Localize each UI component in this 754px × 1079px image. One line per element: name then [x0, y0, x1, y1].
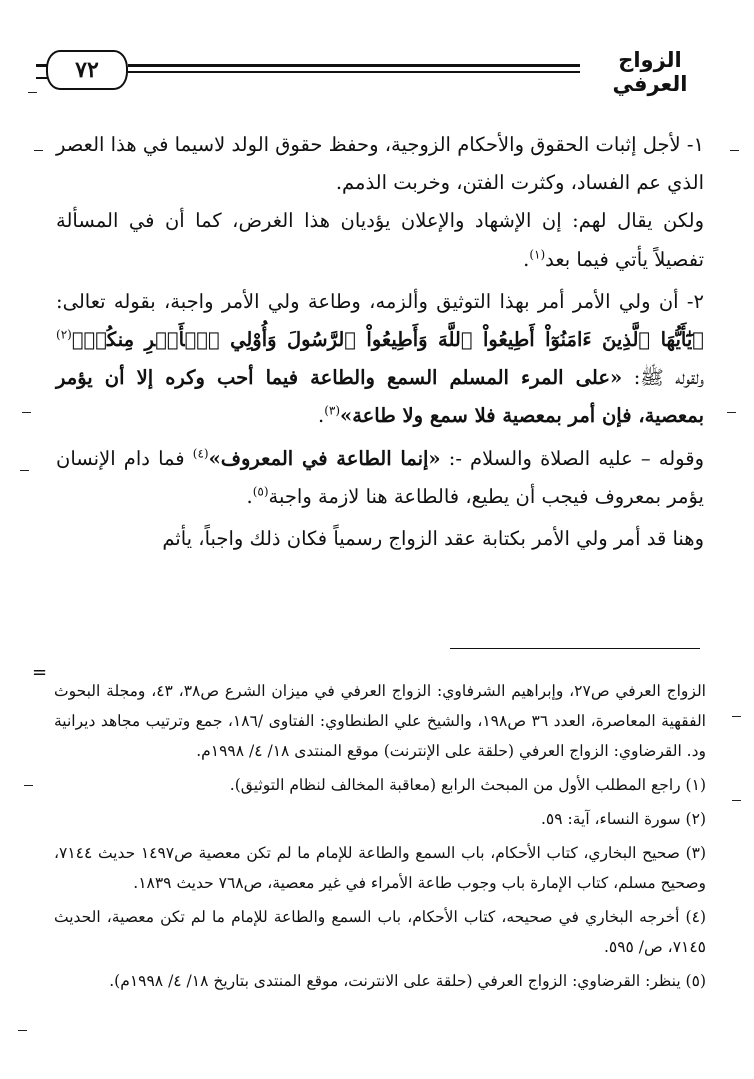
footnote-5: (٥) ينظر: القرضاوي: الزواج العرفي (حلقة على الانترنت، موقع المنتدى بتاريخ ١٨/ ٤/ ١٩٩٨م).: [109, 972, 706, 990]
footnote-4: (٤) أخرجه البخاري في صحيحه، كتاب الأحكام، باب السمع والطاعة للإمام ما لم تكن معصية، الحديث ٧١٤٥، ص/ ٥٩٥.: [54, 908, 706, 956]
margin-tick: [730, 150, 739, 151]
margin-tick: [727, 412, 736, 413]
continuation-marker: =: [32, 662, 48, 683]
footnote-2: (٢) سورة النساء، آية: ٥٩.: [540, 810, 706, 828]
main-text: [56, 126, 704, 558]
paragraph-5: وهنا قد أمر ولي الأمر بكتابة عقد الزواج رسمياً فكان ذلك واجباً، يأثم: [162, 527, 704, 551]
margin-tick: [28, 92, 37, 93]
paragraph-4: وقوله – عليه الصلاة والسلام -: «إنما الطاعة في المعروف»$^{(٤)}$ فما دام الإنسان يؤمر بمعروف فيجب أن يطيع، فالطاعة هنا لازمة واجبة$^{(٥)}$.: [56, 446, 704, 508]
hadith-quote-2: «إنما الطاعة في المعروف»: [208, 446, 441, 470]
footnote-continuation: الزواج العرفي ص٢٧، وإبراهيم الشرفاوي: الزواج العرفي في ميزان الشرع ص٣٨، ٤٣، ومجلة البحوث الفقهية المعاصرة، العدد ٣٦ ص١٩٨، والشيخ علي الطنطاوي: الفتاوى /١٨٦، جمع وترتيب مجاهد ديرانية ود. القرضاوي: الزواج العرفي (حلقة على الإنترنت) موقع المنتدى ١٨/ ٤/ ١٩٩٨م.: [54, 682, 706, 760]
margin-tick: [18, 1030, 27, 1031]
margin-tick: [22, 412, 31, 413]
paragraph-1: ١- لأجل إثبات الحقوق والأحكام الزوجية، وحفظ حقوق الولد لاسيما في هذا العصر الذي عم الفساد، وكثرت الفتن، وخربت الذمم.: [56, 133, 704, 195]
margin-tick: [20, 470, 29, 471]
footnote-1: (١) راجع المطلب الأول من المبحث الرابع (معاقبة المخالف لنظام التوثيق).: [229, 776, 706, 794]
footnote-ref-4[interactable]: (٤): [192, 446, 209, 461]
margin-tick: [732, 800, 741, 801]
footnote-3: (٣) صحيح البخاري، كتاب الأحكام، باب السمع والطاعة للإمام ما لم تكن معصية ص١٤٩٧ حديث ٧١٤٤، وصحيح مسلم، كتاب الإمارة باب وجوب طاعة الأمراء في غير معصية، ص٧٦٨ حديث ١٨٣٩.: [54, 844, 707, 892]
footnote-ref-5[interactable]: (٥): [252, 484, 269, 499]
page-number: ٧٢: [46, 50, 128, 90]
margin-tick: [24, 785, 33, 786]
running-title: الزواج العرفي: [612, 48, 688, 96]
paragraph-2: ولكن يقال لهم: إن الإشهاد والإعلان يؤديان هذا الغرض، كما أن في المسألة تفصيلاً يأتي فيما بعد$^{(١)}$.: [56, 209, 704, 271]
footnote-ref-1[interactable]: (١): [529, 247, 546, 262]
margin-tick: [732, 716, 741, 717]
footnotes: [54, 676, 706, 996]
paragraph-3: ٢- أن ولي الأمر أمر بهذا التوثيق وألزمه، وطاعة ولي الأمر واجبة، بقوله تعالى: ﴿يَٰٓأَيُّهَا ٱلَّذِينَ ءَامَنُوٓاْ أَطِيعُواْ ٱللَّهَ وَأَطِيعُواْ ٱلرَّسُولَ وَأُوْلِي ٱلۡأَمۡرِ مِنكُمۡ﴾$^{(٢)}$ ولقوله ﷺ: «على المرء المسلم السمع والطاعة فيما أحب وكره إلا أن يؤمر بمعصية، فإن أمر بمعصية فلا سمع ولا طاعة»$^{(٣)}$.: [56, 289, 704, 428]
quran-verse: ﴿يَٰٓأَيُّهَا ٱلَّذِينَ ءَامَنُوٓاْ أَطِيعُواْ ٱللَّهَ وَأَطِيعُواْ ٱلرَّسُولَ وَأُوْلِي ٱلۡأَمۡرِ مِنكُمۡ﴾: [71, 328, 704, 352]
page-header: [36, 40, 720, 96]
footnote-ref-2[interactable]: (٢): [56, 327, 72, 342]
margin-tick: [34, 150, 43, 151]
footnote-ref-3[interactable]: (٣): [324, 403, 341, 418]
footnote-separator: [450, 648, 700, 649]
header-rule: [128, 64, 580, 73]
hadith-quote-1: «على المرء المسلم السمع والطاعة فيما أحب وكره إلا أن يؤمر بمعصية، فإن أمر بمعصية فلا سمع ولا طاعة»: [56, 366, 704, 428]
